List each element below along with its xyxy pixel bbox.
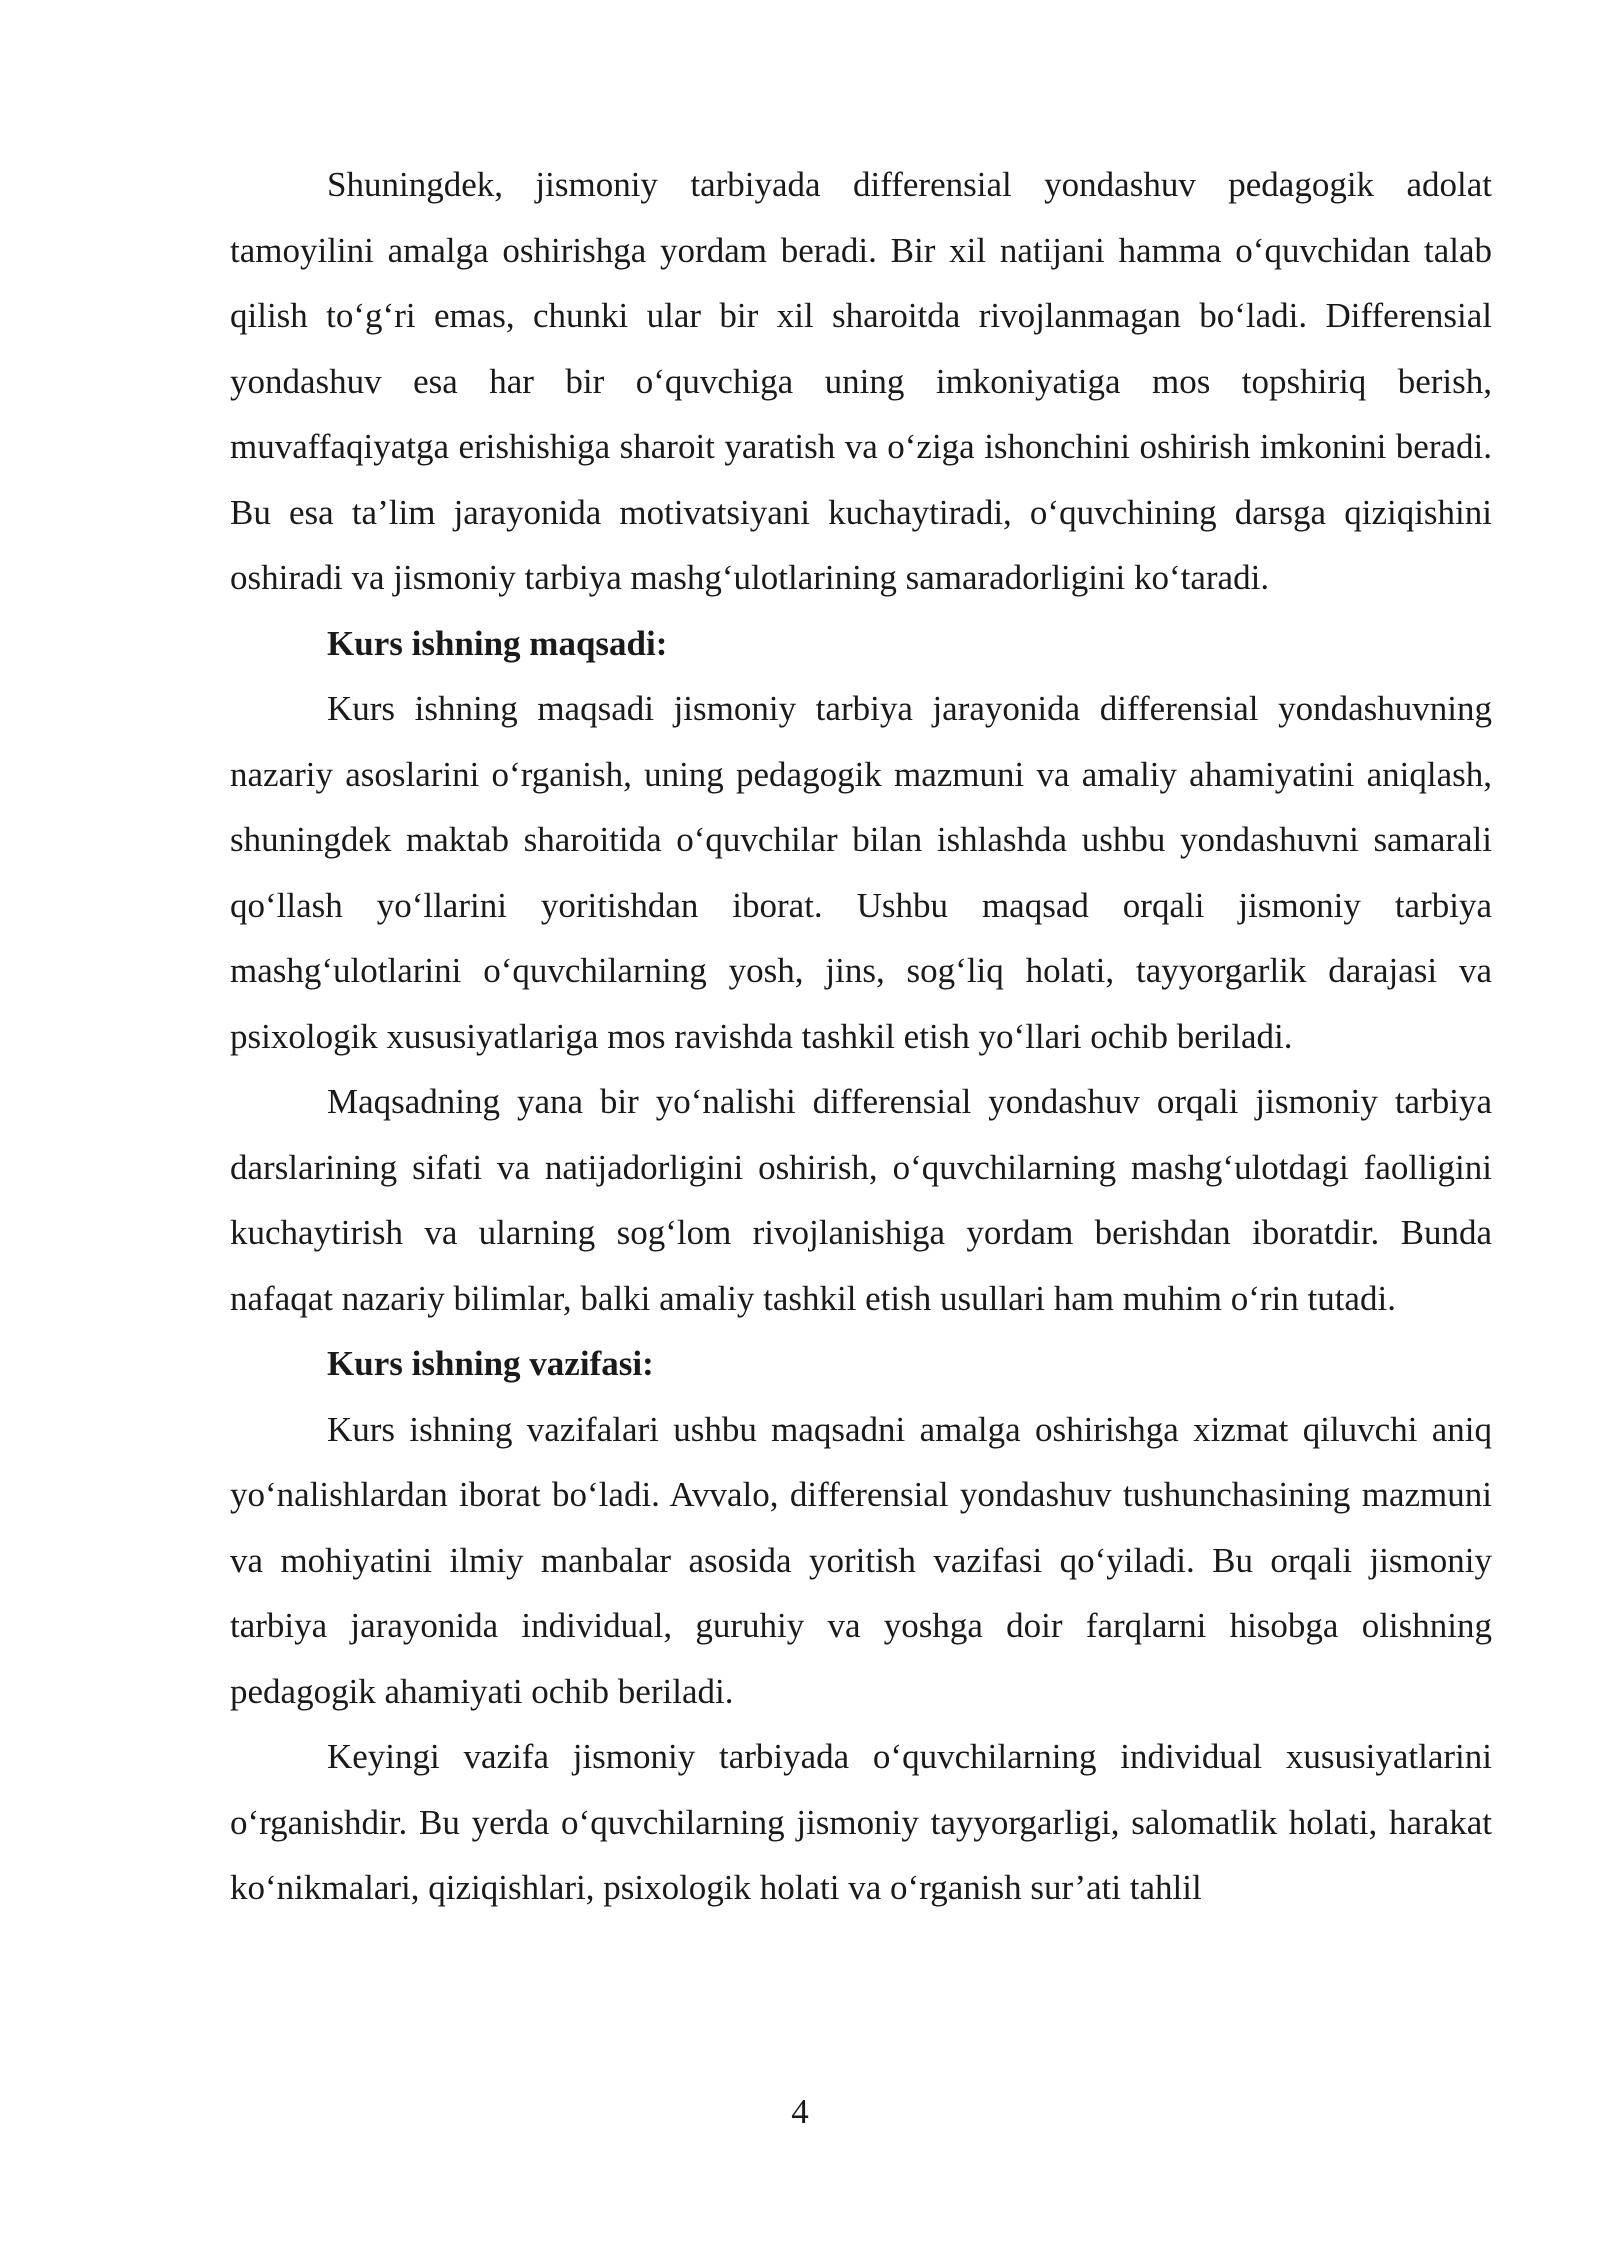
paragraph-tasks: Kurs ishning vazifalari ushbu maqsadni amalga oshirishga xizmat qiluvchi aniq yo‘nalishlardan iborat bo‘ladi. Avvalo, differensial yondashuv tushunchasining mazmuni va mohiyatini ilmiy manbalar asosida yoritish vazifasi qo‘yiladi. Bu orqali jismoniy tarbiya jarayonida individual, guruhiy va yoshga doir farqlarni hisobga olishning pedagogik ahamiyati ochib beriladi. bbox=[230, 1409, 1492, 1711]
paragraph-next-task: Keyingi vazifa jismoniy tarbiyada o‘quvchilarning individual xususiyatlarini o‘rganishdir. Bu yerda o‘quvchilarning jismoniy tayyorgarligi, salomatlik holati, harakat ko‘nikmalari, qiziqishlari, psixologik holati va o‘rganish sur’ati tahlil bbox=[230, 1737, 1492, 1907]
page-number: 4 bbox=[791, 2092, 809, 2131]
heading-goal: Kurs ishning maqsadi: bbox=[327, 623, 668, 663]
heading-tasks: Kurs ishning vazifasi: bbox=[327, 1344, 654, 1383]
document-page bbox=[230, 152, 1492, 1921]
paragraph-intro: Shuningdek, jismoniy tarbiyada differensial yondashuv pedagogik adolat tamoyilini amalga oshirishga yordam beradi. Bir xil natijani hamma o‘quvchidan talab qilish to‘g‘ri emas, chunki ular bir xil sharoitda rivojlanmagan bo‘ladi. Differensial yondashuv esa har bir o‘quvchiga uning imkoniyatiga mos topshiriq berish, muvaffaqiyatga erishishiga sharoit yaratish va o‘ziga ishonchini oshirish imkonini beradi. Bu esa ta’lim jarayonida motivatsiyani kuchaytiradi, o‘quvchining darsga qiziqishini oshiradi va jismoniy tarbiya mashg‘ulotlarining samaradorligini ko‘taradi. bbox=[230, 165, 1492, 597]
paragraph-goal: Kurs ishning maqsadi jismoniy tarbiya jarayonida differensial yondashuvning nazariy asoslarini o‘rganish, uning pedagogik mazmuni va amaliy ahamiyatini aniqlash, shuningdek maktab sharoitida o‘quvchilar bilan ishlashda ushbu yondashuvni samarali qo‘llash yo‘llarini yoritishdan iborat. Ushbu maqsad orqali jismoniy tarbiya mashg‘ulotlarini o‘quvchilarning yosh, jins, sog‘liq holati, tayyorgarlik darajasi va psixologik xususiyatlariga mos ravishda tashkil etish yo‘llari ochib beriladi. bbox=[230, 689, 1492, 1056]
paragraph-goal-direction: Maqsadning yana bir yo‘nalishi differensial yondashuv orqali jismoniy tarbiya darslarining sifati va natijadorligini oshirish, o‘quvchilarning mashg‘ulotdagi faolligini kuchaytirish va ularning sog‘lom rivojlanishiga yordam berishdan iboratdir. Bunda nafaqat nazariy bilimlar, balki amaliy tashkil etish usullari ham muhim o‘rin tutadi. bbox=[230, 1082, 1492, 1318]
